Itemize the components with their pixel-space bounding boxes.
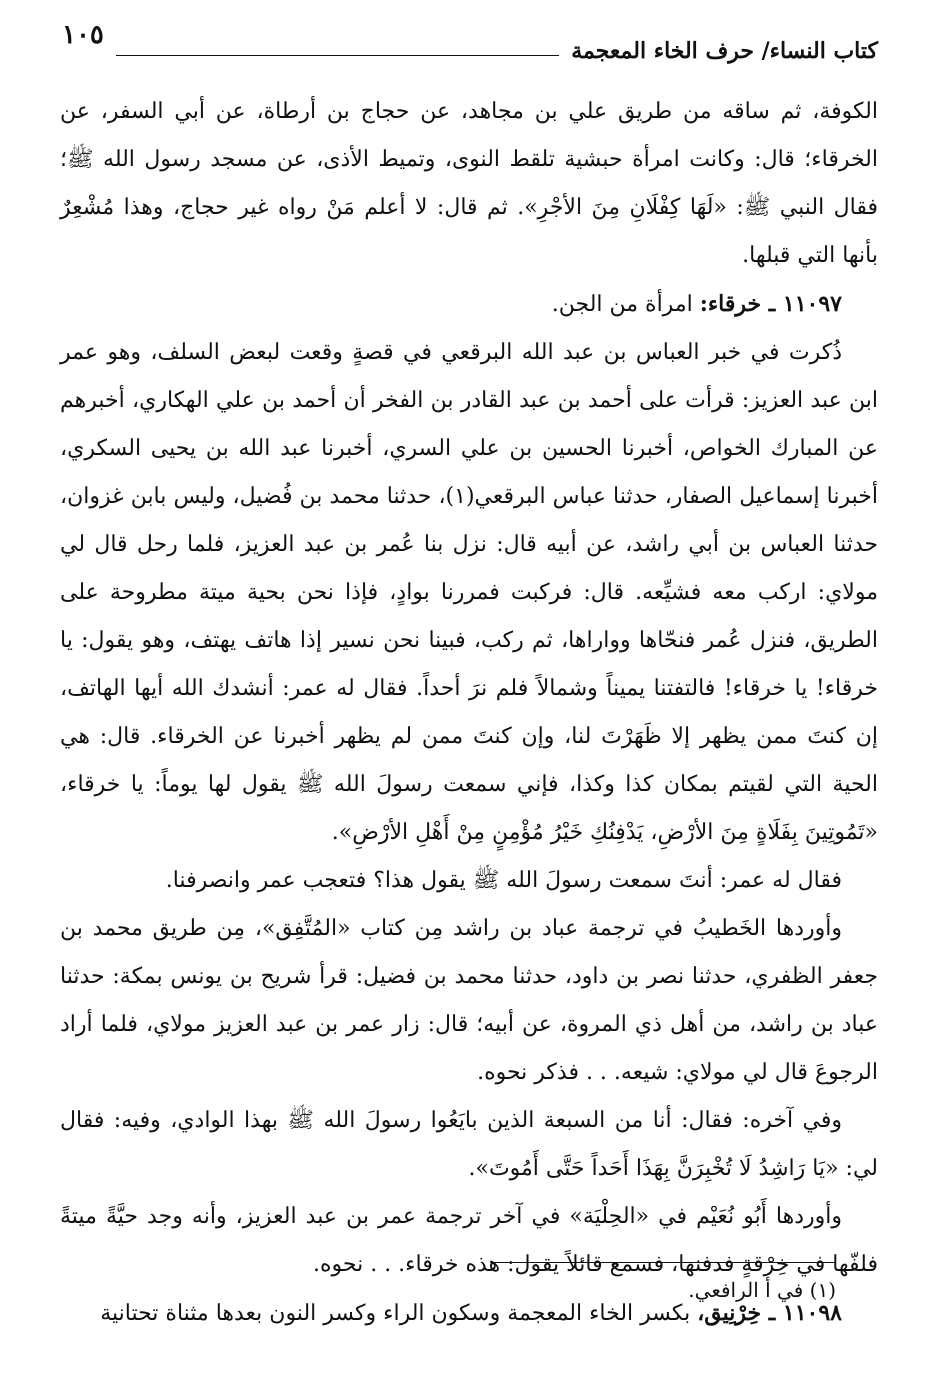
paragraph-text: وأوردها الخَطيبُ في ترجمة عباد بن راشد مِن كتاب «المُتَّفِق»، مِن طريق محمد بن جعفر الظفري، حدثنا نصر بن داود، حدثنا محمد بن فضيل: قرأ شريح بن يونس بمكة: حدثنا عباد بن راشد، من أهل ذي المروة، عن أبيه؛ قال: زار عمر بن عبد العزيز مولاي، فلما أراد الرجوعَ قال لي مولاي: شيعه. . . فذكر نحوه.: [60, 916, 878, 1085]
paragraph: [60, 329, 878, 857]
footnote-divider: [490, 1262, 835, 1263]
paragraph: [60, 88, 878, 280]
paragraph-text: ذُكرت في خبر العباس بن عبد الله البرقعي في قصةٍ وقعت لبعض السلف، وهو عمر ابن عبد العزيز: قرأت على أحمد بن عبد القادر بن الفخر أن أحمد بن علي الهكاري، أخبرهم عن المبارك الخواص، أخبرنا الحسين بن علي السري، أخبرنا عبد الله بن يحيى السكري، أخبرنا إسماعيل الصفار، حدثنا عباس البرقعي(١)، حدثنا محمد بن فُضيل، وليس بابن غزوان، حدثنا العباس بن أبي راشد، عن أبيه قال: نزل بنا عُمر بن عبد العزيز، فلما رحل قال لي مولاي: اركب معه فشيِّعه. قال: فركبت فمررنا بوادٍ، فإذا نحن بحية ميتة مطروحة على الطريق، فنزل عُمر فنحّاها وواراها، ثم ركب، فبينا نحن نسير إذا هاتف يهتف، وهو يقول: يا خرقاء! يا خرقاء! فالتفتنا يميناً وشمالاً فلم نرَ أحداً. فقال له عمر: أنشدك الله أيها الهاتف، إن كنتَ ممن يظهر إلا ظَهَرْتَ لنا، وإن كنتَ ممن لم يظهر أخبرنا عن الخرقاء. قال: هي الحية التي لقيتم بمكان كذا وكذا، فإني سمعت رسولَ الله ﷺ يقول لها يوماً: يا خرقاء، «تَمُوتِينَ بِفَلَاةٍ مِنَ الأرْضِ، يَدْفِنُكِ خَيْرُ مُؤْمِنٍ مِنْ أَهْلِ الأرْضِ».: [60, 340, 878, 845]
paragraph-text: بكسر الخاء المعجمة وسكون الراء وكسر النون بعدها مثناة تحتانية: [100, 1301, 698, 1326]
page-header: [62, 20, 878, 64]
paragraph-text: فقال له عمر: أنتَ سمعت رسولَ الله ﷺ يقول هذا؟ فتعجب عمر وانصرفنا.: [165, 868, 842, 893]
paragraph-text: امرأة من الجن.: [551, 292, 700, 317]
paragraph-text: الكوفة، ثم ساقه من طريق علي بن مجاهد، عن حجاج بن أرطاة، عن أبي السفر، عن الخرقاء؛ قال: وكانت امرأة حبشية تلقط النوى، وتميط الأذى، عن مسجد رسول الله ﷺ؛ فقال النبي ﷺ: «لَهَا كِفْلَانِ مِنَ الأجْرِ». ثم قال: لا أعلم مَنْ رواه غير حجاج، وهذا مُشْعِرٌ بأنها التي قبلها.: [60, 99, 878, 268]
footnote: (١) في أ الرافعي.: [688, 1278, 836, 1302]
paragraph-text: وفي آخره: فقال: أنا من السبعة الذين بايَعُوا رسولَ الله ﷺ بهذا الوادي، وفيه: فقال لي: «يَا رَاشِدُ لَا تُخْبِرَنَّ بِهَذَا أَحَداً حَتَّى أَمُوتَ».: [60, 1108, 878, 1181]
entry-paragraph: [60, 280, 878, 329]
paragraph: [60, 905, 878, 1097]
running-title: كتاب النساء/ حرف الخاء المعجمة: [571, 38, 878, 64]
entry-heading: ١١٠٩٨ ـ خِرْنِيق،: [697, 1300, 842, 1326]
paragraph: [60, 1193, 878, 1289]
header-rule: [116, 55, 559, 56]
page-number: ١٠٥: [62, 20, 104, 50]
paragraph: [60, 857, 878, 905]
paragraph: [60, 1097, 878, 1193]
entry-heading: ١١٠٩٧ ـ خرقاء:: [699, 291, 842, 317]
paragraph-text: وأوردها أَبُو نُعَيْم في «الحِلْيَة» في آخر ترجمة عمر بن عبد العزيز، وأنه وجد حيَّةً ميتةً فلفّها في خِرْقةٍ فدفنها، فسمع قائلاً يقول: هذه خرقاء. . . نحوه.: [60, 1204, 878, 1277]
body-text: [60, 88, 878, 1338]
